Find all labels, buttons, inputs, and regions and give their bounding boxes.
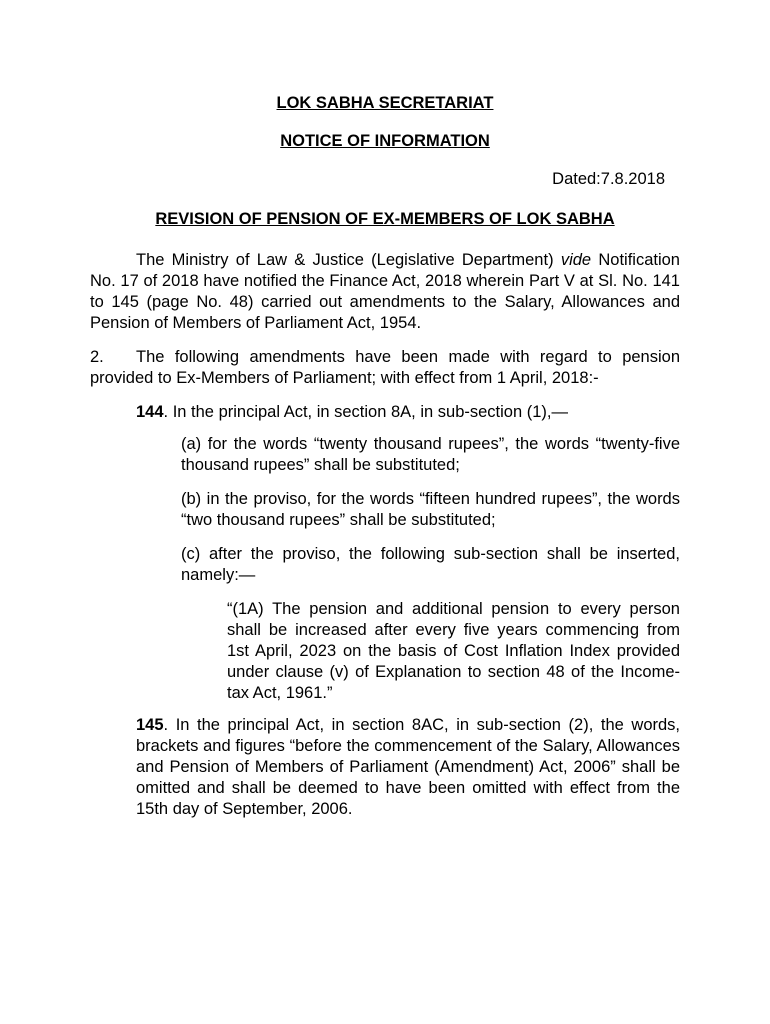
intro-text-b: Notification No. 17 of 2018 have notified the Finance Act, 2018 wherein Part V at Sl. No. 141 to 145 (page No. 48) carried out amendments to the Salary, Allowances and Pension of Members of Parliament Act, 1954. bbox=[90, 251, 680, 332]
clause-c: (c) after the proviso, the following sub-section shall be inserted, namely:— bbox=[181, 545, 680, 584]
organization-title: LOK SABHA SECRETARIAT bbox=[276, 94, 494, 112]
intro-paragraph bbox=[90, 250, 680, 334]
subject-heading: REVISION OF PENSION OF EX-MEMBERS OF LOK SABHA bbox=[155, 210, 615, 228]
clause-b: (b) in the proviso, for the words “fifteen hundred rupees”, the words “two thousand rupees” shall be substituted; bbox=[181, 490, 680, 529]
section-144-number: 144 bbox=[136, 403, 164, 421]
paragraph-2-text: The following amendments have been made with regard to pension provided to Ex-Members of Parliament; with effect from 1 April, 2018:- bbox=[90, 348, 680, 387]
paragraph-2-number: 2. bbox=[90, 348, 104, 366]
paragraph-2 bbox=[90, 347, 680, 389]
intro-text-a: The Ministry of Law & Justice (Legislative Department) bbox=[136, 251, 561, 269]
intro-vide: vide bbox=[560, 251, 592, 269]
section-145-text: . In the principal Act, in section 8AC, in sub-section (2), the words, brackets and figures “before the commencement of the Salary, Allowances and Pension of Members of Parliament (Amendment) Act, 2006” shall be omitted and shall be deemed to have been omitted with effect from the 15th day of September, 2006. bbox=[136, 716, 680, 818]
notice-date: Dated:7.8.2018 bbox=[552, 170, 665, 188]
notice-title: NOTICE OF INFORMATION bbox=[280, 132, 490, 150]
section-144 bbox=[136, 402, 680, 423]
section-144-text: . In the principal Act, in section 8A, in sub-section (1),— bbox=[163, 403, 568, 421]
section-145 bbox=[136, 715, 680, 820]
section-145-number: 145 bbox=[136, 716, 164, 734]
subsection-1a-quote: “(1A) The pension and additional pension to every person shall be increased after every five years commencing from 1st April, 2023 on the basis of Cost Inflation Index provided under clause (v) of Explanation to section 48 of the Income-tax Act, 1961.” bbox=[227, 600, 680, 702]
clause-a: (a) for the words “twenty thousand rupees”, the words “twenty-five thousand rupees” shall be substituted; bbox=[181, 435, 680, 474]
